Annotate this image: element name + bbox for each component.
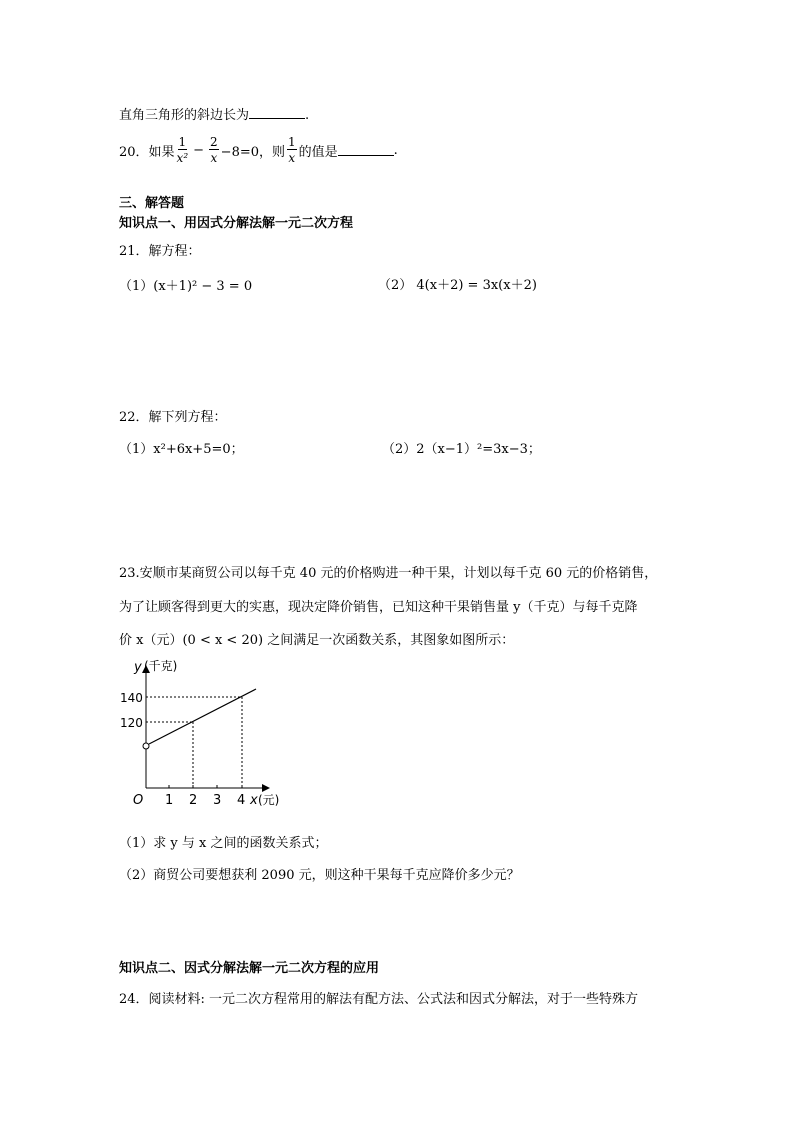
q20-fraction-3 bbox=[287, 136, 297, 164]
q20-fraction-2 bbox=[209, 136, 219, 164]
q20-minus: − bbox=[193, 142, 205, 158]
y-axis-unit: (千克) bbox=[144, 659, 178, 673]
q21-stem: 21．解方程： bbox=[119, 244, 201, 259]
q21-part-1: （1）(x＋1)² − 3 = 0 bbox=[119, 279, 253, 294]
x-tick-label-2: 2 bbox=[189, 793, 198, 808]
fraction-denominator: x² bbox=[176, 151, 189, 165]
q20-rest: −8=0，则 bbox=[220, 144, 285, 160]
fraction-numerator: 2 bbox=[210, 135, 218, 149]
fraction-denominator: x bbox=[288, 151, 296, 165]
q22-part-2: （2）2（x−1）²=3x−3； bbox=[382, 442, 541, 457]
fraction-numerator: 1 bbox=[178, 135, 187, 149]
q23-part-1: （1）求 y 与 x 之间的函数关系式； bbox=[119, 836, 328, 851]
q19-tail-end: . bbox=[305, 108, 310, 123]
x-axis-unit: (元) bbox=[258, 793, 280, 807]
open-point-intercept bbox=[143, 743, 149, 749]
q20-tail: 的值是 bbox=[298, 144, 338, 160]
q22-part-1: （1）x²+6x+5=0； bbox=[119, 442, 244, 457]
q23-line-3: 价 x（元）(0 < x < 20) 之间满足一次函数关系，其图象如图所示： bbox=[119, 633, 515, 648]
x-tick-label-1: 1 bbox=[165, 793, 174, 808]
y-tick-label-140: 140 bbox=[120, 691, 143, 705]
q23-line-2: 为了让顾客得到更大的实惠，现决定降价销售，已知这种干果销售量 y（千克）与每千克降 bbox=[119, 600, 638, 615]
answer-blank bbox=[249, 107, 305, 119]
section-title: 三、解答题 bbox=[119, 196, 185, 211]
q24-line-1: 24．阅读材料: 一元二次方程常用的解法有配方法、公式法和因式分解法，对于一些特殊方 bbox=[119, 992, 639, 1007]
q20-end: . bbox=[393, 142, 398, 158]
x-tick-label-4: 4 bbox=[237, 793, 246, 808]
origin-label: O bbox=[133, 793, 144, 808]
fraction-numerator: 1 bbox=[288, 135, 296, 149]
answer-blank bbox=[338, 144, 394, 156]
q23-part-2: （2）商贸公司要想获利 2090 元，则这种干果每千克应降价多少元？ bbox=[119, 868, 520, 883]
y-axis-label: y bbox=[134, 660, 142, 675]
q23-line-1: 23.安顺市某商贸公司以每千克 40 元的价格购进一种干果，计划以每千克 60 元的价格销售， bbox=[119, 566, 658, 581]
x-tick-label-3: 3 bbox=[213, 793, 222, 808]
function-graph bbox=[110, 655, 310, 815]
knowledge-point-1-title: 知识点一、用因式分解法解一元二次方程 bbox=[119, 216, 354, 231]
q19-tail-text: 直角三角形的斜边长为 bbox=[119, 108, 250, 123]
x-axis-label: x bbox=[250, 793, 258, 808]
y-tick-label-120: 120 bbox=[120, 716, 143, 730]
knowledge-point-2-title: 知识点二、因式分解法解一元二次方程的应用 bbox=[119, 961, 380, 976]
q19-tail-line bbox=[119, 104, 309, 123]
q21-part-2: （2） 4(x＋2) = 3x(x＋2) bbox=[378, 278, 537, 293]
fraction-denominator: x bbox=[210, 151, 218, 165]
q20-line bbox=[119, 132, 398, 168]
q20-number: 20．如果 bbox=[119, 144, 175, 160]
x-axis-arrow-icon bbox=[262, 784, 270, 792]
q22-stem: 22．解下列方程： bbox=[119, 410, 227, 425]
q20-fraction-1 bbox=[177, 136, 189, 164]
